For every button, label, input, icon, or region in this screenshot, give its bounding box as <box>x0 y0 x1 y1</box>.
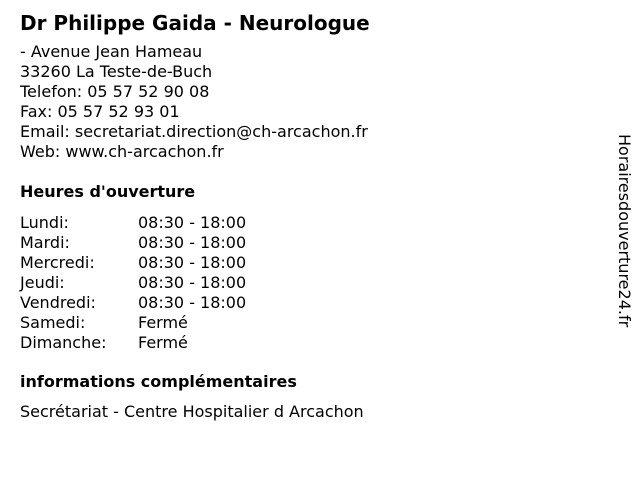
hours-row-mardi <box>20 233 610 253</box>
info-heading: informations complémentaires <box>20 372 297 391</box>
hours-row-mercredi <box>20 253 610 273</box>
listing-card <box>20 10 610 422</box>
hours-day: Vendredi: <box>20 293 96 312</box>
info-text: Secrétariat - Centre Hospitalier d Arcachon <box>20 402 364 421</box>
hours-time: Fermé <box>138 333 188 352</box>
hours-row-samedi <box>20 313 610 333</box>
hours-day: Mercredi: <box>20 253 95 272</box>
address-line-2: 33260 La Teste-de-Buch <box>20 62 213 81</box>
hours-time: 08:30 - 18:00 <box>138 253 247 272</box>
side-brand-text: Horairesdouverture24.fr <box>615 134 634 328</box>
fax-line: Fax: 05 57 52 93 01 <box>20 102 180 121</box>
hours-heading: Heures d'ouverture <box>20 182 196 201</box>
hours-day: Jeudi: <box>20 273 65 292</box>
hours-day: Lundi: <box>20 213 69 232</box>
web-line: Web: www.ch-arcachon.fr <box>20 142 224 161</box>
hours-time: 08:30 - 18:00 <box>138 273 247 292</box>
page-title: Dr Philippe Gaida - Neurologue <box>20 11 370 35</box>
hours-day: Samedi: <box>20 313 86 332</box>
hours-row-dimanche <box>20 333 610 353</box>
hours-time: 08:30 - 18:00 <box>138 213 247 232</box>
hours-table <box>20 213 610 353</box>
hours-time: 08:30 - 18:00 <box>138 233 247 252</box>
hours-time: Fermé <box>138 313 188 332</box>
hours-day: Dimanche: <box>20 333 107 352</box>
email-line: Email: secretariat.direction@ch-arcachon.fr <box>20 122 368 141</box>
address-line-1: - Avenue Jean Hameau <box>20 42 203 61</box>
hours-day: Mardi: <box>20 233 70 252</box>
hours-row-vendredi <box>20 293 610 313</box>
phone-line: Telefon: 05 57 52 90 08 <box>20 82 210 101</box>
hours-row-lundi <box>20 213 610 233</box>
hours-time: 08:30 - 18:00 <box>138 293 247 312</box>
contact-block <box>20 42 610 162</box>
hours-row-jeudi <box>20 273 610 293</box>
